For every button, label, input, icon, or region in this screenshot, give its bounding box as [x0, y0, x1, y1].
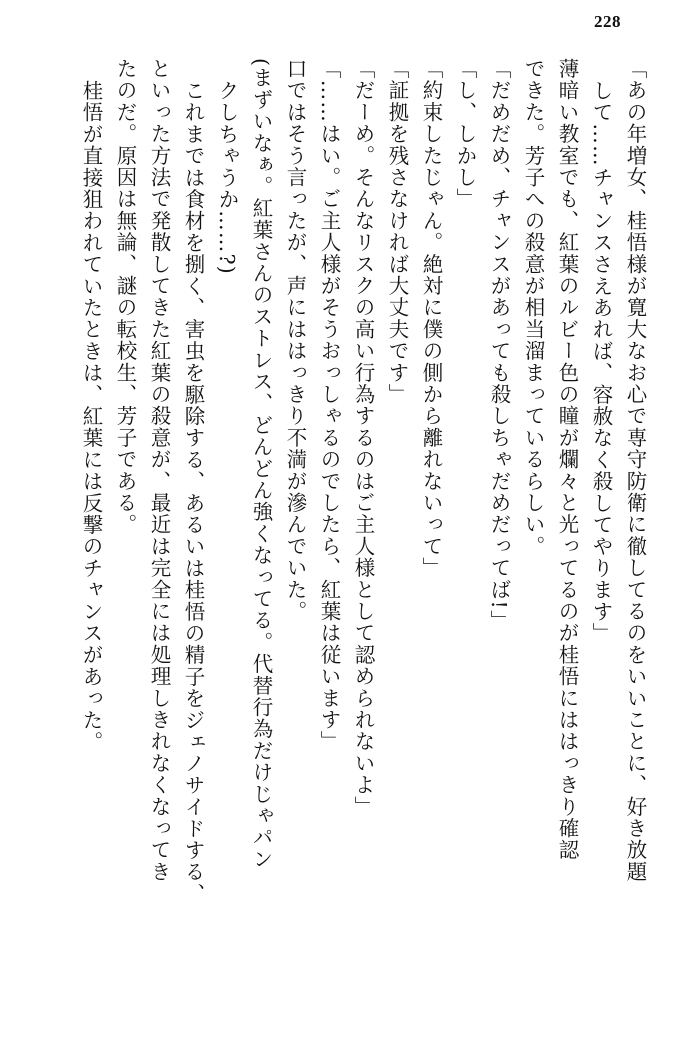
text-line: 「だめだめ、チャンスがあっても殺しちゃだめだってば!」: [487, 58, 511, 632]
text-line: 「だーめ。そんなリスクの高い行為するのはご主人様として認められないよ」: [351, 58, 375, 818]
text-line: クしちゃうか……?): [215, 80, 239, 275]
text-line: 「証拠を残さなければ大丈夫です」: [385, 58, 409, 406]
page-number: 228: [594, 12, 621, 31]
text-line: 薄暗い教室でも、紅葉のルビー色の瞳が爛々と光ってるのが桂悟にははっきり確認: [555, 58, 579, 861]
vertical-text-body: [30, 58, 645, 1018]
text-line: 「し、しかし」: [453, 58, 477, 210]
text-line: といった方法で発散してきた紅葉の殺意が、最近は完全には処理しきれなくなってき: [147, 58, 171, 883]
text-line: 口ではそう言ったが、声にははっきり不満が滲んでいた。: [283, 58, 307, 623]
text-line: して……チャンスさえあれば、容赦なく殺してやります」: [589, 80, 613, 645]
text-line: 桂悟が直接狙われていたときは、紅葉には反撃のチャンスがあった。: [79, 80, 103, 753]
text-line: 「……はい。ご主人様がそうおっしゃるのでしたら、紅葉は従います」: [317, 58, 341, 753]
text-line: 「あの年増女、桂悟様が寛大なお心で専守防衛に徹してるのをいいことに、好き放題: [623, 58, 647, 883]
text-line: たのだ。原因は無論、謎の転校生、芳子である。: [113, 58, 137, 536]
text-line: これまでは食材を捌く、害虫を駆除する、あるいは桂悟の精子をジェノサイドする、: [181, 80, 205, 905]
text-line: できた。芳子への殺意が相当溜まっているらしい。: [521, 58, 545, 558]
text-line: 「約束したじゃん。絶対に僕の側から離れないって」: [419, 58, 443, 579]
text-line: (まずいなぁ。紅葉さんのストレス、どんどん強くなってる。代替行為だけじゃパン: [249, 58, 273, 871]
